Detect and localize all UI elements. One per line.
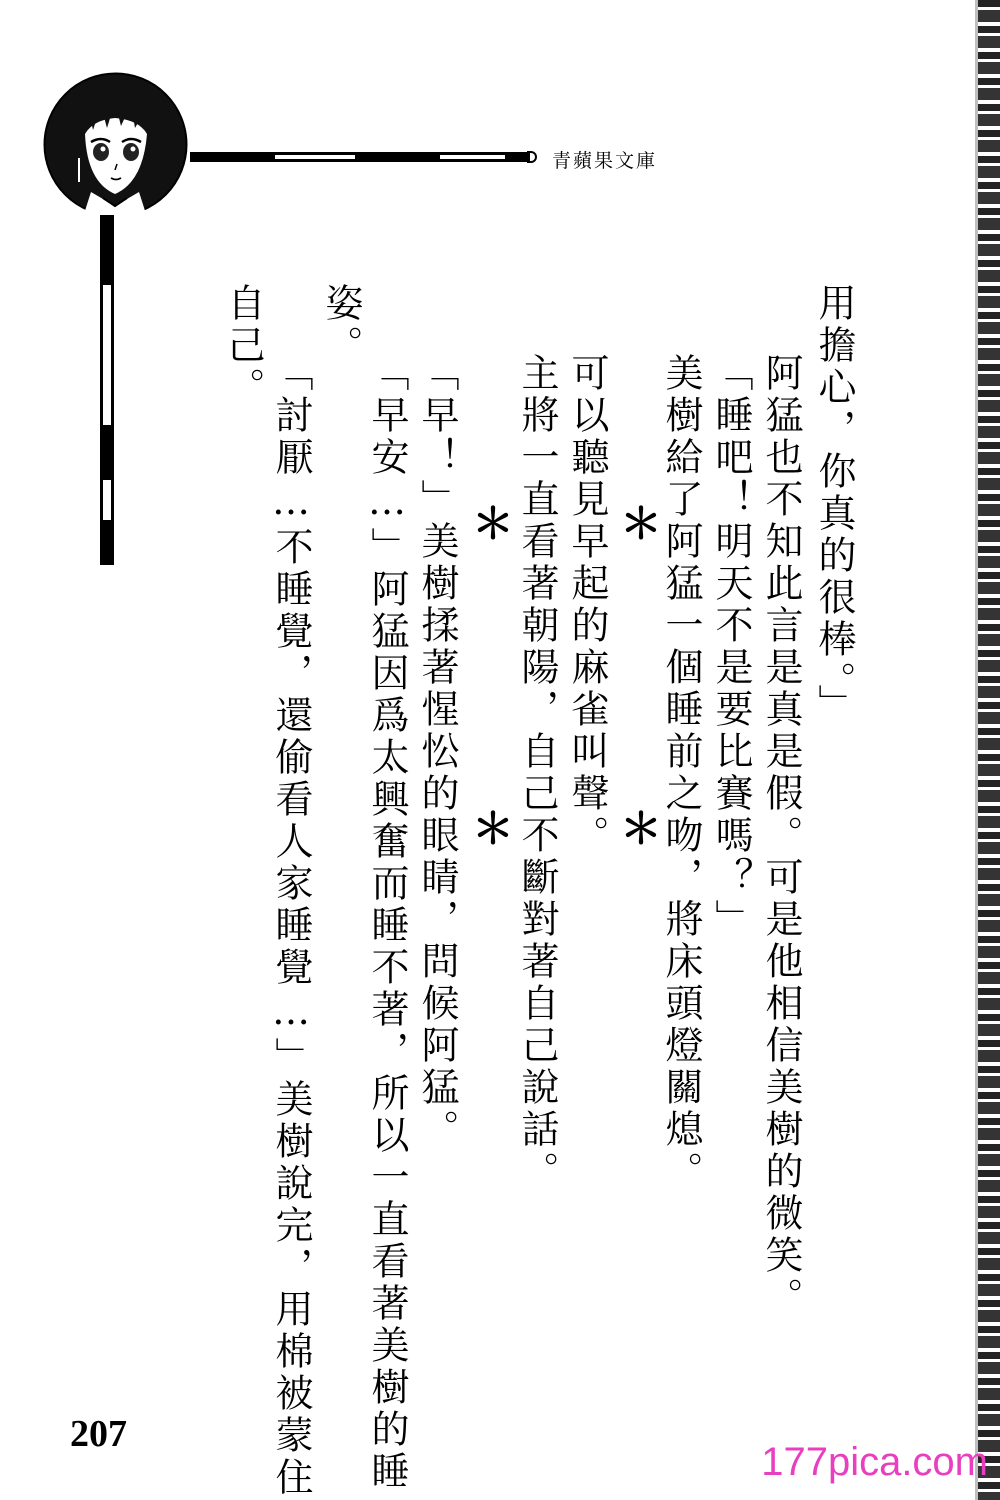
text-column: 可以聽見早起的麻雀叫聲。 (565, 353, 609, 857)
text-column: 用擔心，你真的很棒。」 (812, 283, 856, 726)
text-column: 姿。 (319, 283, 363, 367)
site-watermark: 177pica.com (761, 1440, 988, 1484)
text-column: 主將一直看著朝陽，自己不斷對著自己說話。 (515, 353, 559, 1193)
text-column: 「早！」美樹揉著惺忪的眼睛，問候阿猛。 (415, 353, 459, 1151)
scene-break-asterisk: ＊ (472, 499, 515, 548)
scene-break-asterisk: ＊ (472, 804, 515, 853)
horizontal-decorative-bar (190, 152, 530, 162)
text-column: 阿猛也不知此言是真是假。可是他相信美樹的微笑。 (759, 353, 803, 1319)
series-title: 青蘋果文庫 (552, 150, 658, 172)
vertical-decorative-bar (100, 215, 114, 565)
page-number: 207 (70, 1413, 127, 1455)
decorative-bar-endcap (527, 151, 537, 163)
text-column: 「早安…」阿猛因爲太興奮而睡不著，所以一直看著美樹的睡 (365, 353, 409, 1493)
scene-break-asterisk: ＊ (620, 804, 663, 853)
scene-break-asterisk: ＊ (620, 499, 663, 548)
scanned-page-edge (978, 0, 1000, 1500)
text-column: 自己。 (221, 283, 265, 409)
character-portrait (43, 72, 188, 217)
text-column: 「睡吧！明天不是要比賽嗎？」 (709, 353, 753, 941)
page-edge-shadow (975, 0, 978, 1500)
text-column: 美樹給了阿猛一個睡前之吻，將床頭燈關熄。 (659, 353, 703, 1193)
text-column: 「討厭…不睡覺，還偷看人家睡覺…」美樹說完，用棉被蒙住 (269, 353, 313, 1499)
